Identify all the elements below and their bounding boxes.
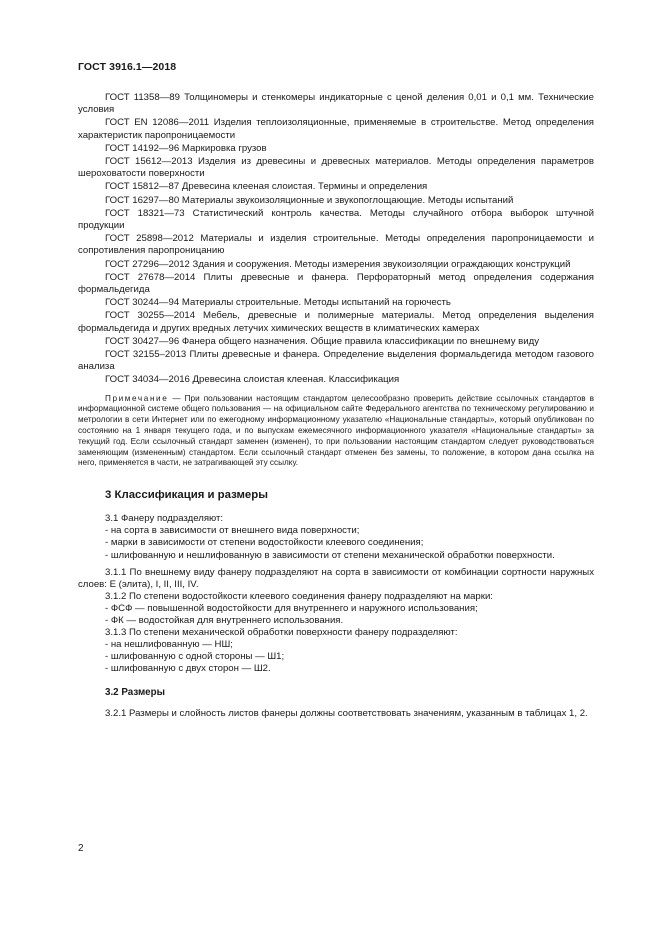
list-item: - шлифованную с одной стороны — Ш1; <box>105 651 285 663</box>
page-body <box>78 92 594 721</box>
normative-references-list <box>78 92 594 387</box>
reference-item: ГОСТ 30255—2014 Мебель, древесные и полимерные материалы. Метод определения выделения формальдегида и других вредных летучих химических веществ в климатических камерах <box>78 310 594 334</box>
reference-item: ГОСТ 15612—2013 Изделия из древесины и древесных материалов. Методы определения параметров шероховатости поверхности <box>78 156 594 180</box>
clause-text: 3.2.1 Размеры и слойность листов фанеры должны соответствовать значениям, указанным в таблицах 1, 2. <box>105 708 588 720</box>
clause-text: 3.1.1 По внешнему виду фанеру подразделяют на сорта в зависимости от комбинации сортности наружных слоев: Е (элита), I, II, III, IV. <box>78 566 594 590</box>
reference-item: ГОСТ 11358—89 Толщиномеры и стенкомеры индикаторные с ценой деления 0,01 и 0,1 мм. Технические условия <box>78 92 594 116</box>
list-item: - шлифованную и нешлифованную в зависимости от степени механической обработки поверхности. <box>105 549 555 561</box>
clause-text: 3.1.2 По степени водостойкости клеевого соединения фанеру подразделяют на марки: <box>105 590 493 602</box>
reference-item: ГОСТ 16297—80 Материалы звукоизоляционные и звукопоглощающие. Методы испытаний <box>105 194 514 206</box>
list-item: - ФК — водостойкая для внутреннего использования. <box>105 615 344 626</box>
reference-item: ГОСТ 30244—94 Материалы строительные. Методы испытаний на горючесть <box>105 297 451 309</box>
reference-item: ГОСТ EN 12086—2011 Изделия теплоизоляционные, применяемые в строительстве. Метод определения характеристик паропроницаемости <box>78 117 594 141</box>
section-title: 3 Классификация и размеры <box>105 489 268 502</box>
clause-text: 3.1 Фанеру подразделяют: <box>105 513 224 525</box>
note-text: — При пользовании настоящим стандартом целесообразно проверить действие ссылочных стандартов в информационной системе общего пользования — на официальном сайте Федерального агентства по техническому регулированию и метрологии в сети Интернет или по ежегодному информационному указателю «Национальные стандарты», который опубликован по состоянию на 1 января текущего года, и по выпускам ежемесячного информационного указателя «Национальные стандарты» за текущий год. Если ссылочный стандарт заменен (изменен), то при пользовании настоящим стандартом следует руководствоваться заменяющим (измененным) стандартом. Если ссылочный стандарт отменен без замены, то положение, в котором дана ссылка на него, применяется в части, не затрагивающей эту ссылку. <box>78 393 594 468</box>
reference-item: ГОСТ 27678—2014 Плиты древесные и фанера. Перфораторный метод определения содержания формальдегида <box>78 271 594 296</box>
note-paragraph <box>78 394 594 470</box>
clause-text: 3.1.3 По степени механической обработки поверхности фанеру подразделяют: <box>105 627 458 639</box>
list-item: - на сорта в зависимости от внешнего вида поверхности; <box>105 525 360 537</box>
reference-item: ГОСТ 34034—2016 Древесина слоистая клееная. Классификация <box>105 374 400 386</box>
reference-item: ГОСТ 18321—73 Статистический контроль качества. Методы случайного отбора выборок штучной продукции <box>78 207 594 232</box>
reference-item: ГОСТ 14192—96 Маркировка грузов <box>105 142 267 154</box>
subsection-title: 3.2 Размеры <box>105 687 165 699</box>
list-item: - ФСФ — повышенной водостойкости для внутреннего и наружного использования; <box>105 602 478 614</box>
reference-item: ГОСТ 15812—87 Древесина клееная слоистая. Термины и определения <box>105 181 428 193</box>
document-header: ГОСТ 3916.1—2018 <box>78 61 177 73</box>
list-item: - шлифованную с двух сторон — Ш2. <box>105 663 271 675</box>
reference-item: ГОСТ 32155–2013 Плиты древесные и фанера. Определение выделения формальдегида методом газового анализа <box>78 349 594 373</box>
list-item: - марки в зависимости от степени водостойкости клеевого соединения; <box>105 537 424 549</box>
reference-item: ГОСТ 27296—2012 Здания и сооружения. Методы измерения звукоизоляции ограждающих конструкций <box>105 258 571 270</box>
list-item: - на нешлифованную — НШ; <box>105 639 233 651</box>
page-number: 2 <box>78 843 84 854</box>
note-label: Примечание <box>105 393 169 403</box>
reference-item: ГОСТ 30427—96 Фанера общего назначения. Общие правила классификации по внешнему виду <box>105 335 540 347</box>
reference-item: ГОСТ 25898—2012 Материалы и изделия строительные. Методы определения паропроницаемости и сопротивления паропроницанию <box>78 233 594 257</box>
